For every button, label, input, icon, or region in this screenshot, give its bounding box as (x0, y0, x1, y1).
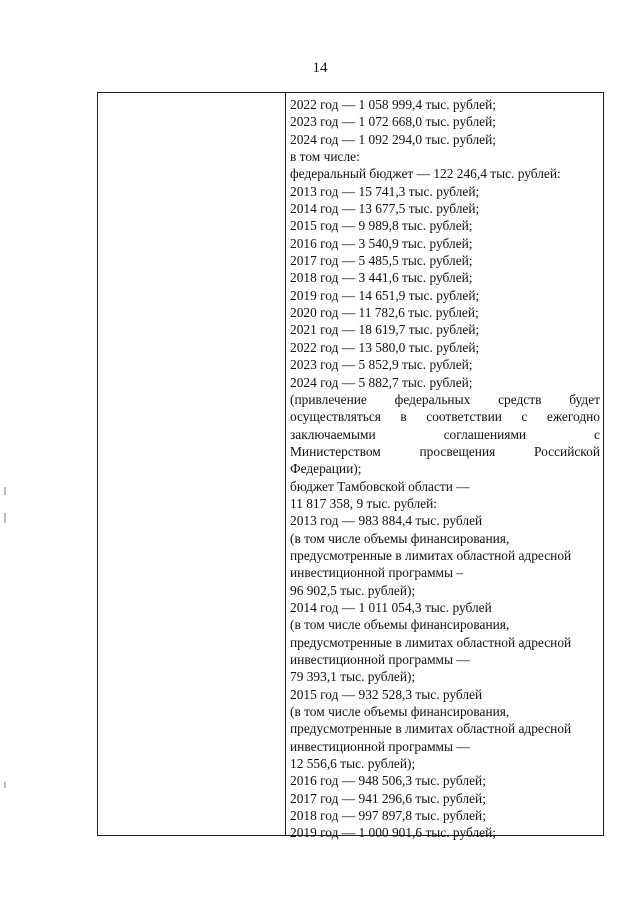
text-line: 11 817 358, 9 тыс. рублей: (290, 495, 438, 511)
scan-artifact (4, 782, 6, 788)
text-line: Федерации); (290, 461, 362, 477)
text-line: 2016 год — 948 506,3 тыс. рублей; (290, 773, 486, 789)
table-left-column (98, 93, 286, 835)
text-line: 96 902,5 тыс. рублей); (290, 582, 416, 598)
text-line: 2024 год — 1 092 294,0 тыс. рублей; (290, 131, 496, 147)
text-line: 2018 год — 997 897,8 тыс. рублей; (290, 808, 486, 824)
text-line: 2023 год — 1 072 668,0 тыс. рублей; (290, 114, 496, 130)
text-line: 2016 год — 3 540,9 тыс. рублей; (290, 235, 473, 251)
text-line: 2022 год — 1 058 999,4 тыс. рублей; (290, 97, 496, 112)
text-line: заключаемыми соглашениями с (290, 426, 600, 442)
scan-artifact (4, 513, 6, 523)
table-right-column (286, 93, 603, 841)
text-line: 2015 год — 932 528,3 тыс. рублей (290, 686, 483, 702)
text-line: инвестиционной программы — (290, 652, 470, 667)
text-line: бюджет Тамбовской области — (290, 478, 470, 494)
text-line: 2019 год — 14 651,9 тыс. рублей; (290, 287, 480, 303)
text-line: осуществляться в соответствии с ежегодно (290, 409, 600, 425)
text-line: 2023 год — 5 852,9 тыс. рублей; (290, 357, 473, 373)
text-line: 2021 год — 18 619,7 тыс. рублей; (290, 322, 480, 338)
text-line: 2014 год — 1 011 054,3 тыс. рублей (290, 599, 492, 615)
text-line: (в том числе объемы финансирования, (290, 617, 510, 633)
text-line: 2017 год — 5 485,5 тыс. рублей; (290, 253, 473, 269)
text-line: 2014 год — 13 677,5 тыс. рублей; (290, 201, 480, 217)
text-line: предусмотренные в лимитах областной адресной (290, 547, 572, 563)
text-line: инвестиционной программы – (290, 565, 464, 581)
text-line: предусмотренные в лимитах областной адресной (290, 634, 572, 650)
text-line: в том числе: (290, 149, 360, 165)
document-table (97, 92, 604, 841)
text-line: (в том числе объемы финансирования, (290, 530, 510, 546)
text-line: 2022 год — 13 580,0 тыс. рублей; (290, 339, 480, 355)
text-line: 2013 год — 983 884,4 тыс. рублей (290, 513, 483, 529)
text-line: предусмотренные в лимитах областной адресной (290, 721, 572, 737)
text-line: 12 556,6 тыс. рублей); (290, 756, 416, 772)
text-line: 2024 год — 5 882,7 тыс. рублей; (290, 374, 473, 390)
page-number: 14 (312, 60, 328, 76)
text-line: (в том числе объемы финансирования, (290, 704, 510, 720)
text-line: Министерством просвещения Российской (290, 443, 600, 459)
text-line: 2017 год — 941 296,6 тыс. рублей; (290, 790, 486, 806)
text-line: 2013 год — 15 741,3 тыс. рублей; (290, 183, 480, 199)
text-line: 2020 год — 11 782,6 тыс. рублей; (290, 305, 479, 321)
scan-artifact (4, 487, 6, 495)
text-line: 2018 год — 3 441,6 тыс. рублей; (290, 270, 473, 286)
text-line: 2015 год — 9 989,8 тыс. рублей; (290, 218, 473, 234)
text-line: инвестиционной программы — (290, 738, 470, 754)
text-line: федеральный бюджет — 122 246,4 тыс. рублей: (290, 166, 561, 182)
text-line: (привлечение федеральных средств будет (290, 391, 600, 407)
text-line: 79 393,1 тыс. рублей); (290, 669, 416, 685)
text-line: 2019 год — 1 000 901,6 тыс. рублей; (290, 825, 496, 841)
